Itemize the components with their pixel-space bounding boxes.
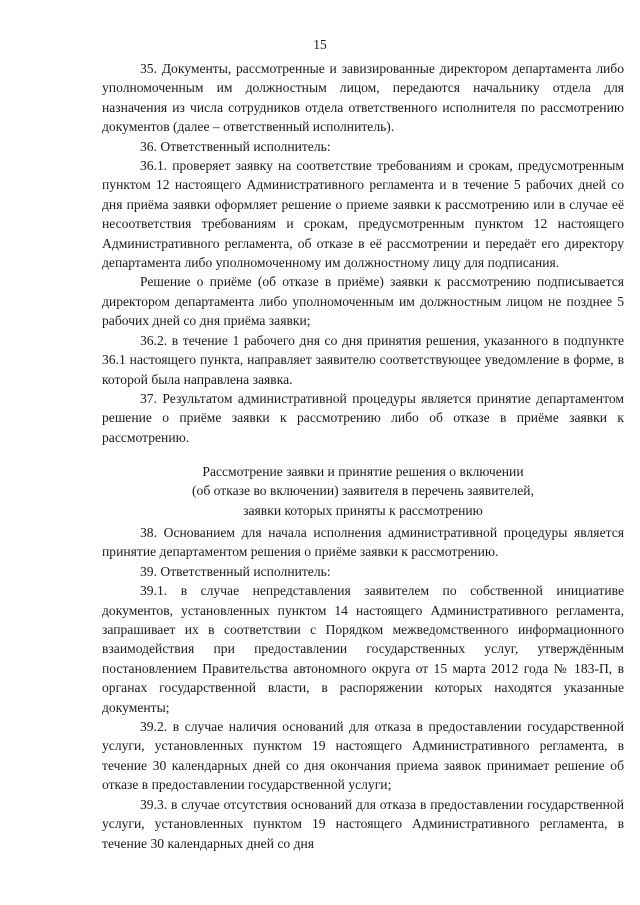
paragraph-37: 37. Результатом административной процедуры является принятие департаментом решение о приёме заявки к рассмотрению либо об отказе в приёме заявки к рассмотрению.	[102, 390, 624, 445]
paragraph-36-1: 36.1. проверяет заявку на соответствие требованиям и срокам, предусмотренным пунктом 12 настоящего Административного регламента и в течение 5 рабочих дней со дня приёма заявки оформляет решение о приеме заявки к рассмотрению или в случае её несоответствия требованиям и срокам, предусмотренным пунктом 12 настоящего Административного регламента, об отказе в её рассмотрении и передаёт его директору департамента либо уполномоченному им должностному лицу для подписания.	[102, 158, 624, 271]
paragraph-36-2: 36.2. в течение 1 рабочего дня со дня принятия решения, указанного в подпункте 36.1 настоящего пункта, направляет заявителю соответствующее уведомление в форме, в которой была направлена заявка.	[102, 332, 624, 387]
page-number: 15	[313, 37, 327, 52]
text-block-top	[102, 59, 624, 447]
section-heading-line: заявки которых приняты к рассмотрению	[243, 502, 483, 518]
paragraph-39-1: 39.1. в случае непредставления заявителем по собственной инициативе документов, установленных пунктом 14 настоящего Административного регламента, запрашивает их в соответствии с Порядком межведомственного информационного взаимодействия при предоставлении государственных услуг, утверждённым постановлением Правительства автономного округа от 15 марта 2012 года № 183-П, в органах государственной власти, в распоряжении которых находятся указанные документы;	[102, 583, 624, 715]
paragraph-35: 35. Документы, рассмотренные и завизированные директором департамента либо уполномоченным им должностным лицом, передаются начальнику отдела для назначения из числа сотрудников отдела ответственного исполнителя по рассмотрению документов (далее – ответственный исполнитель).	[102, 61, 624, 135]
paragraph-38: 38. Основанием для начала исполнения административной процедуры является принятие департаментом решения о приёме заявки к рассмотрению.	[102, 525, 624, 560]
paragraph-39-3: 39.3. в случае отсутствия оснований для отказа в предоставлении государственной услуги, установленных пунктом 19 настоящего Административного регламента, в течение 30 календарных дней со дня	[102, 796, 624, 851]
section-heading	[102, 462, 624, 520]
section-heading-line: (об отказе во включении) заявителя в перечень заявителей,	[192, 483, 534, 499]
paragraph-36-1-decision: Решение о приёме (об отказе в приёме) заявки к рассмотрению подписывается директором департамента либо уполномоченным им должностным лицом не позднее 5 рабочих дней со дня приёма заявки;	[102, 274, 624, 329]
text-block-bottom	[102, 523, 624, 853]
paragraph-39-2: 39.2. в случае наличия оснований для отказа в предоставлении государственной услуги, установленных пунктом 19 настоящего Административного регламента, в течение 30 календарных дней со дня окончания приема заявок принимает решение об отказе в предоставлении государственной услуги;	[102, 719, 624, 793]
paragraph-39: 39. Ответственный исполнитель:	[140, 563, 331, 579]
paragraph-36: 36. Ответственный исполнитель:	[140, 138, 331, 154]
section-heading-line: Рассмотрение заявки и принятие решения о включении	[202, 464, 524, 479]
